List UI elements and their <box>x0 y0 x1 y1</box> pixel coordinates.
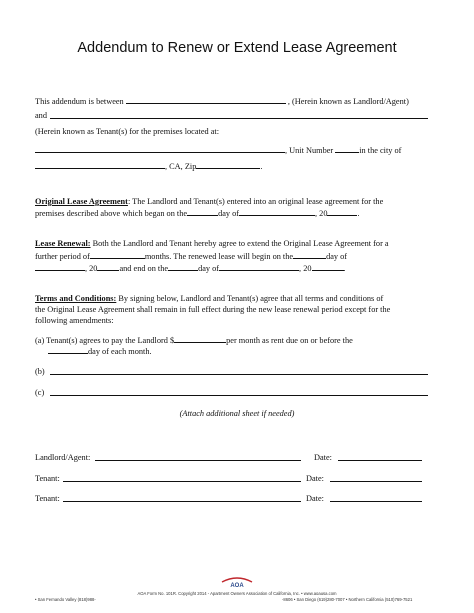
original-year-blank[interactable] <box>327 207 360 218</box>
original-lease-heading: Original Lease Agreement <box>35 197 128 206</box>
intro-landlord-label: , (Herein known as Landlord/Agent) <box>287 97 409 106</box>
unit-number-blank[interactable] <box>335 144 359 153</box>
lease-renewal-line-2 <box>35 250 347 262</box>
rent-amount-blank[interactable] <box>174 334 226 343</box>
tenant-1-date-label: Date: <box>306 474 324 483</box>
signature-row-landlord <box>35 452 90 463</box>
landlord-signature-label: Landlord/Agent: <box>35 453 91 462</box>
city-label: in the city of <box>359 146 402 155</box>
aoa-logo <box>219 575 255 589</box>
renewal-months-label: months. The renewed lease will begin on the <box>144 252 294 261</box>
tenant-1-signature-label: Tenant: <box>35 474 60 483</box>
original-lease-text-2: premises described above which began on the <box>35 209 188 218</box>
renewal-months-blank[interactable] <box>90 250 145 259</box>
original-lease-line-1 <box>35 196 383 207</box>
renewal-end-twenty-label: , 20 <box>299 264 312 273</box>
city-zip-line: , CA, Zip . <box>35 160 262 172</box>
landlord-name-blank[interactable] <box>126 95 286 104</box>
terms-text-1: By signing below, Landlord and Tenant(s) agree that all terms and conditions of <box>116 294 384 303</box>
terms-text-3: following amendments: <box>35 316 114 325</box>
address-line <box>35 144 401 156</box>
rent-due-day-blank[interactable] <box>48 345 88 354</box>
landlord-date-blank[interactable] <box>338 460 422 461</box>
aoa-logo-text: AOA <box>230 583 244 589</box>
intro-line-3: (Herein known as Tenant(s) for the premises located at: <box>35 127 220 136</box>
footer-form-line: AOA Form No. 101R. Copyright 2014 - Apartment Owners Association of California, Inc. • www.aoausa.com <box>137 591 337 596</box>
intro-line-1 <box>35 95 409 107</box>
footer-left-line: • San Fernando Valley (818)988- <box>35 597 96 602</box>
original-lease-line-2 <box>35 207 360 219</box>
renewal-twenty-label: , 20 <box>85 264 98 273</box>
ca-zip-label: , CA, Zip <box>165 162 197 171</box>
lease-renewal-line-3 <box>35 262 346 274</box>
amendment-a-suffix: per month as rent due on or before the <box>226 336 353 345</box>
terms-line-1 <box>35 293 383 304</box>
amendment-b-blank[interactable] <box>50 374 428 375</box>
original-twenty-label: , 20 <box>315 209 328 218</box>
document-title: Addendum to Renew or Extend Lease Agreement <box>77 40 397 56</box>
renewal-end-label: and end on the <box>119 264 169 273</box>
terms-heading: Terms and Conditions: <box>35 294 117 303</box>
footer-right-line: -8606 • San Diego (619)280-7007 • Northern California (510)769-7521 <box>282 597 413 602</box>
address-blank[interactable] <box>35 144 285 153</box>
intro-between-label: This addendum is between <box>35 97 124 106</box>
tenant-2-signature-label: Tenant: <box>35 494 60 503</box>
tenant-2-date-label: Date: <box>306 494 324 503</box>
renewal-end-year-blank[interactable] <box>312 262 344 271</box>
attach-note: (Attach additional sheet if needed) <box>179 409 295 418</box>
original-period: . <box>357 209 360 218</box>
lease-renewal-text-1: Both the Landlord and Tenant hereby agree to extend the Original Lease Agreement for a <box>90 239 389 248</box>
original-day-of-label: day of <box>218 209 240 218</box>
amendment-b-label: (b) <box>35 367 45 376</box>
lease-renewal-heading: Lease Renewal: <box>35 239 91 248</box>
terms-text-2: the Original Lease Agreement shall remain in full effect during the new lease renewal period except for the <box>35 305 391 314</box>
amendment-a-line-2-text: day of each month. <box>88 347 152 356</box>
renewal-start-day-blank[interactable] <box>293 250 326 259</box>
renewal-end-month-blank[interactable] <box>219 262 299 271</box>
unit-number-label: , Unit Number <box>285 146 334 155</box>
lease-renewal-further-label: further period of <box>35 252 90 261</box>
tenant-name-blank[interactable] <box>50 118 428 119</box>
tenant-2-signature-blank[interactable] <box>63 501 301 502</box>
renewal-end-day-blank[interactable] <box>168 262 198 271</box>
amendment-a-prefix: (a) Tenant(s) agrees to pay the Landlord $ <box>35 336 175 345</box>
original-day-blank[interactable] <box>187 207 218 216</box>
renewal-period: . <box>343 264 346 273</box>
original-lease-text-1: : The Landlord and Tenant(s) entered into an original lease agreement for the <box>127 197 384 206</box>
tenant-1-date-blank[interactable] <box>330 481 422 482</box>
tenant-1-signature-blank[interactable] <box>63 481 301 482</box>
amendment-a-line-2 <box>48 345 152 357</box>
zip-blank[interactable] <box>196 160 260 169</box>
renewal-end-day-of-label: day of <box>198 264 220 273</box>
landlord-date-label: Date: <box>314 453 332 462</box>
landlord-signature-blank[interactable] <box>95 460 301 461</box>
intro-and-label: and <box>35 111 47 120</box>
original-month-blank[interactable] <box>239 207 315 216</box>
lease-renewal-line-1 <box>35 238 389 249</box>
renewal-start-year-blank[interactable] <box>97 262 119 271</box>
renewal-day-of-label: day of <box>326 252 348 261</box>
city-blank[interactable] <box>35 160 165 169</box>
renewal-start-month-blank[interactable] <box>35 262 85 271</box>
amendment-c-label: (c) <box>35 388 45 397</box>
tenant-2-date-blank[interactable] <box>330 501 422 502</box>
amendment-c-blank[interactable] <box>50 395 428 396</box>
